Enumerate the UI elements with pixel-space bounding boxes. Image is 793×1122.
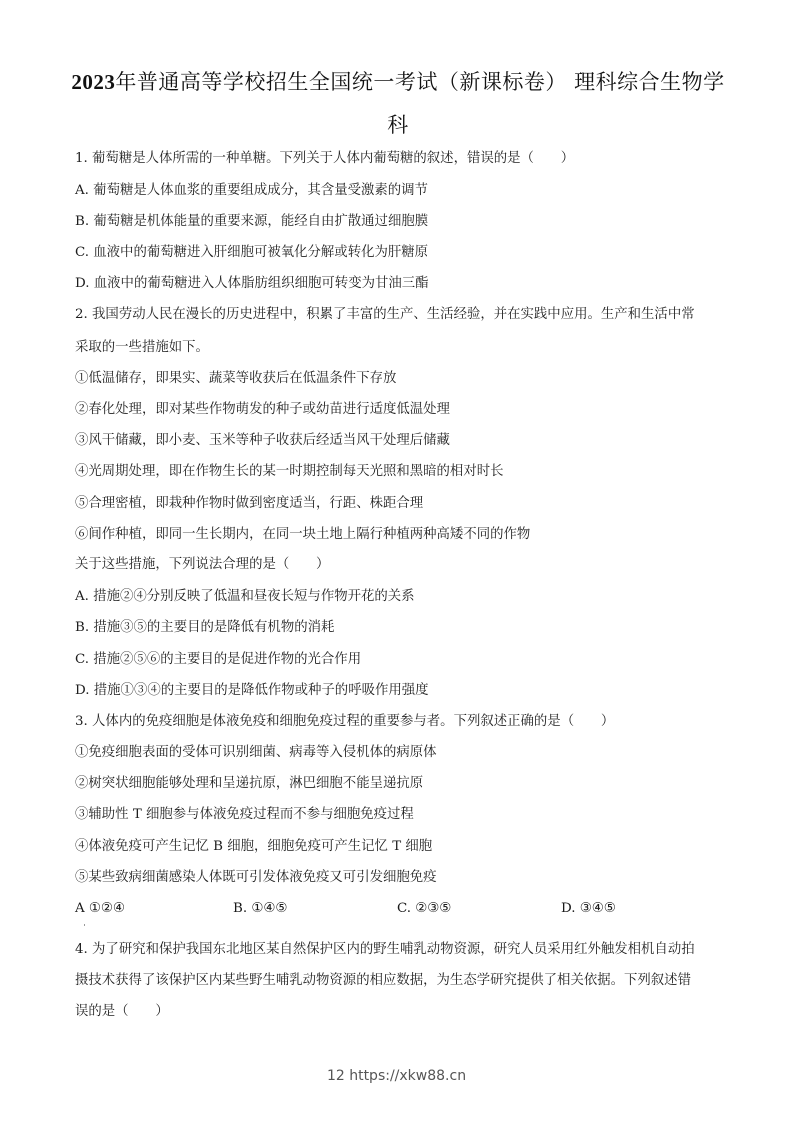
question-4-stem-line3: 误的是（ ） — [75, 1004, 169, 1019]
question-4-stem-line1: 4. 为了研究和保护我国东北地区某自然保护区内的野生哺乳动物资源，研究人员采用红外触发相机自动拍 — [75, 942, 695, 957]
page-title — [66, 72, 730, 93]
question-2-measure-6: ⑥间作种植，即同一生长期内，在同一块土地上隔行种植两种高矮不同的作物 — [75, 527, 531, 542]
question-2-option-d: D. 措施①③④的主要目的是降低作物或种子的呼吸作用强度 — [75, 683, 429, 698]
page-footer: 12 https://xkw88.cn — [326, 1068, 467, 1084]
question-2-stem-line2: 采取的一些措施如下。 — [75, 340, 209, 355]
question-3-statement-1: ①免疫细胞表面的受体可识别细菌、病毒等入侵机体的病原体 — [75, 745, 437, 760]
question-1-option-b: B. 葡萄糖是机体能量的重要来源，能经自由扩散通过细胞膜 — [75, 214, 429, 229]
question-4-stem-line2: 摄技术获得了该保护区内某些野生哺乳动物资源的相应数据，为生态学研究提供了相关依据。下列叙述错 — [75, 973, 691, 988]
question-2-option-a: A. 措施②④分别反映了低温和昼夜长短与作物开花的关系 — [75, 589, 415, 604]
page-title-continued: 科 — [387, 113, 409, 137]
question-2-measure-2: ②春化处理，即对某些作物萌发的种子或幼苗进行适度低温处理 — [75, 402, 450, 417]
question-3-option-a: A ①②④ — [75, 901, 125, 916]
question-1-option-c: C. 血液中的葡萄糖进入肝细胞可被氧化分解或转化为肝糖原 — [75, 245, 429, 260]
question-2-measure-5: ⑤合理密植，即栽种作物时做到密度适当，行距、株距合理 — [75, 496, 424, 511]
question-3-options — [75, 901, 715, 917]
scan-artifact-dot — [84, 924, 85, 926]
question-2-option-b: B. 措施③⑤的主要目的是降低有机物的消耗 — [75, 620, 335, 635]
question-3-option-b: B. ①④⑤ — [233, 901, 288, 916]
question-3-statement-2: ②树突状细胞能够处理和呈递抗原，淋巴细胞不能呈递抗原 — [75, 776, 424, 791]
question-2-measure-4: ④光周期处理，即在作物生长的某一时期控制每天光照和黑暗的相对时长 — [75, 464, 504, 479]
question-1-stem: 1. 葡萄糖是人体所需的一种单糖。下列关于人体内葡萄糖的叙述，错误的是（ ） — [75, 151, 575, 166]
question-2-measure-3: ③风干储藏，即小麦、玉米等种子收获后经适当风干处理后储藏 — [75, 433, 450, 448]
title-text: 年普通高等学校招生全国统一考试（新课标卷） 理科综合生物学 — [115, 70, 725, 94]
question-3-statement-4: ④体液免疫可产生记忆 B 细胞，细胞免疫可产生记忆 T 细胞 — [75, 839, 433, 854]
question-3-option-d: D. ③④⑤ — [561, 901, 616, 916]
title-year: 2023 — [71, 70, 116, 94]
question-3-statement-5: ⑤某些致病细菌感染人体既可引发体液免疫又可引发细胞免疫 — [75, 870, 437, 885]
question-1-option-d: D. 血液中的葡萄糖进入人体脂肪组织细胞可转变为甘油三酯 — [75, 276, 429, 291]
question-3-stem: 3. 人体内的免疫细胞是体液免疫和细胞免疫过程的重要参与者。下列叙述正确的是（ ） — [75, 714, 615, 729]
question-2-option-c: C. 措施②⑤⑥的主要目的是促进作物的光合作用 — [75, 652, 362, 667]
question-3-option-c: C. ②③⑤ — [397, 901, 452, 916]
question-2-measure-1: ①低温储存，即果实、蔬菜等收获后在低温条件下存放 — [75, 371, 397, 386]
question-3-statement-3: ③辅助性 T 细胞参与体液免疫过程而不参与细胞免疫过程 — [75, 807, 414, 822]
question-2-stem-line1: 2. 我国劳动人民在漫长的历史进程中，积累了丰富的生产、生活经验，并在实践中应用。生产和生活中常 — [75, 307, 695, 322]
question-2-question: 关于这些措施，下列说法合理的是（ ） — [75, 557, 330, 572]
question-1-option-a: A. 葡萄糖是人体血浆的重要组成成分，其含量受激素的调节 — [75, 183, 428, 198]
